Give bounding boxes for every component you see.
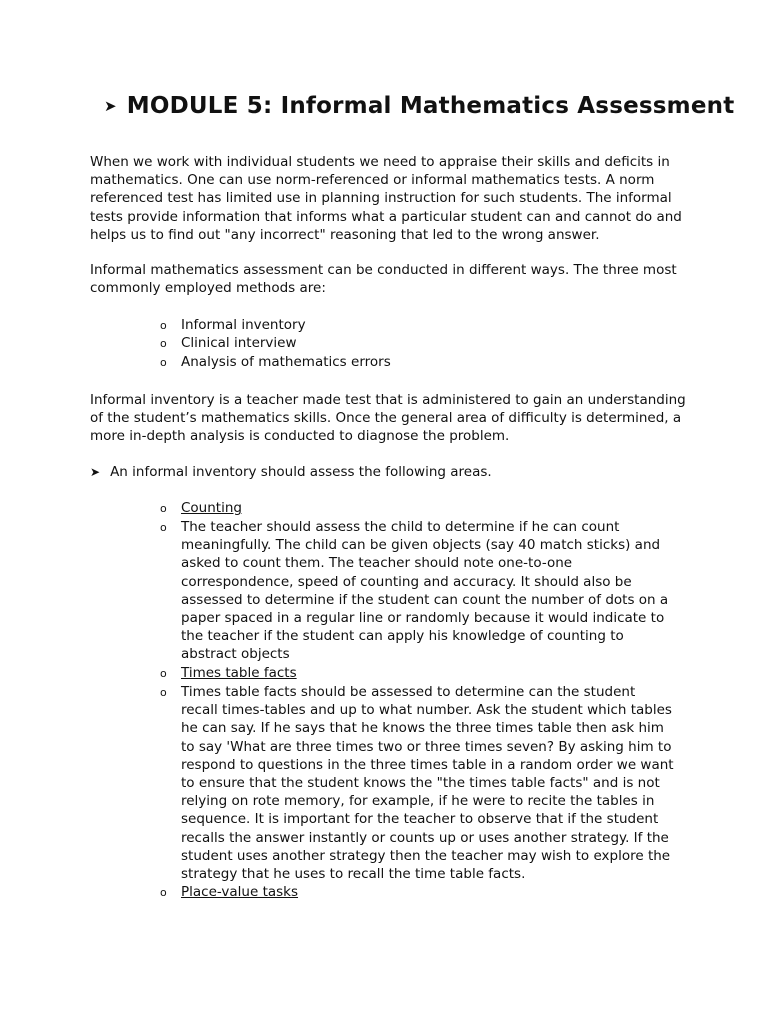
list-item — [160, 353, 676, 371]
list-item-text: The teacher should assess the child to determine if he can count meaningfully. The child can be given objects (say 40 match sticks) and asked to count them. The teacher should note one-to-one correspondence, speed of counting and accuracy. It should also be assessed to determine if the student can count the number of dots on a paper spaced in a regular line or randomly because it would indicate to the teacher if the student can apply his knowledge of counting to abstract objects — [181, 519, 669, 663]
circle-bullet-icon: o — [160, 356, 167, 369]
areas-heading — [90, 463, 492, 481]
circle-bullet-icon: o — [160, 502, 167, 515]
list-item — [160, 334, 676, 352]
list-item — [160, 316, 676, 334]
list-item — [160, 499, 676, 517]
methods-paragraph: Informal mathematics assessment can be conducted in different ways. The three most commonly employed methods are: — [90, 262, 677, 297]
list-item — [160, 518, 676, 664]
circle-bullet-icon: o — [160, 686, 167, 699]
intro-paragraph: When we work with individual students we need to appraise their skills and deficits in mathematics. One can use norm-referenced or informal mathematics tests. A norm referenced test has limited use in planning instruction for such students. The informal tests provide information that informs what a particular student can and cannot do and helps us to find out "any incorrect" reasoning that led to the wrong answer. — [90, 154, 682, 243]
circle-bullet-icon: o — [160, 319, 167, 332]
list-item-text: Clinical interview — [181, 335, 297, 351]
areas-heading-text: An informal inventory should assess the following areas. — [110, 464, 492, 480]
list-item — [160, 883, 676, 901]
list-item-text: Times table facts should be assessed to determine can the student recall times-tables and up to what number. Ask the student which tables he can say. If he says that he knows the three times table then ask him to say 'What are three times two or three times seven? By asking him to respond to questions in the three times table in a random order we want to ensure that the student knows the "the times table facts" and is not relying on rote memory, for example, if he were to recite the tables in sequence. It is important for the teacher to observe that if the student recalls the answer instantly or counts up or uses another strategy. If the student uses another strategy then the teacher may wish to explore the strategy that he uses to recall the time table facts. — [181, 684, 674, 883]
area-heading-place-value: Place-value tasks — [181, 884, 299, 900]
list-item — [160, 683, 676, 883]
circle-bullet-icon: o — [160, 667, 167, 680]
module-title — [104, 93, 734, 119]
module-title-text: MODULE 5: Informal Mathematics Assessment — [126, 93, 735, 119]
circle-bullet-icon: o — [160, 337, 167, 350]
list-item — [160, 664, 676, 682]
circle-bullet-icon: o — [160, 886, 167, 899]
list-item-text: Analysis of mathematics errors — [181, 354, 391, 370]
area-heading-counting: Counting — [181, 500, 242, 516]
area-heading-times-table: Times table facts — [181, 665, 297, 681]
inventory-paragraph: Informal inventory is a teacher made test that is administered to gain an understanding of the student’s mathematics skills. Once the general area of difficulty is determined, a more in-depth analysis is conducted to diagnose the problem. — [90, 392, 686, 445]
list-item-text: Informal inventory — [181, 317, 306, 333]
arrow-bullet-icon: ➤ — [104, 97, 117, 115]
circle-bullet-icon: o — [160, 521, 167, 534]
arrow-bullet-icon: ➤ — [90, 465, 101, 479]
